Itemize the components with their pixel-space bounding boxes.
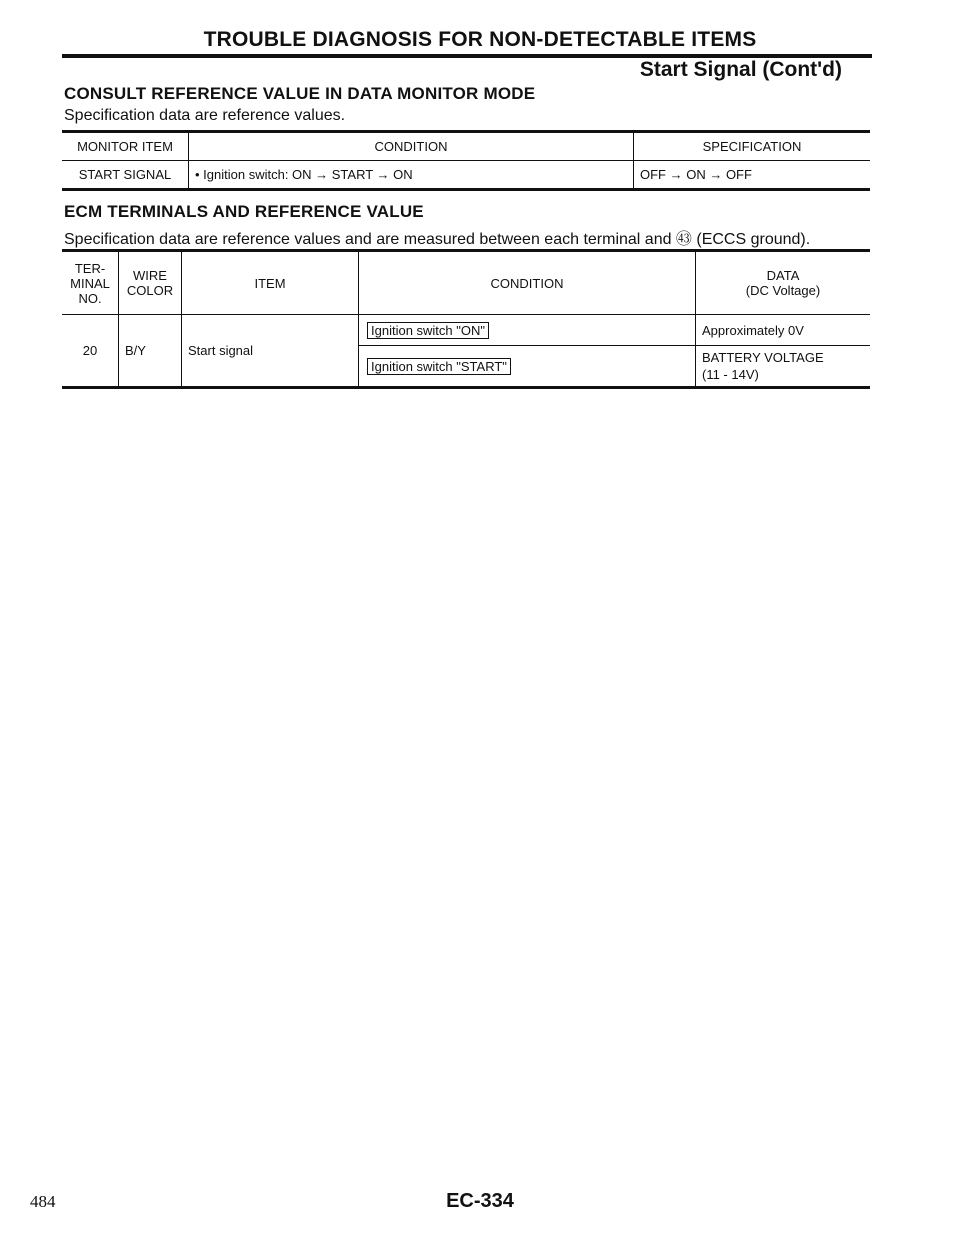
- data-cell: [696, 346, 871, 388]
- consult-section-title: CONSULT REFERENCE VALUE IN DATA MONITOR MODE: [64, 84, 536, 103]
- page-subtitle: Start Signal (Cont'd): [639, 58, 842, 81]
- header-line: (DC Voltage): [745, 283, 821, 298]
- column-header-condition: CONDITION: [359, 251, 696, 315]
- column-header-specification: SPECIFICATION: [634, 132, 871, 161]
- header-line: MINAL: [70, 275, 110, 291]
- condition-cell: • Ignition switch: ON → START → ON: [189, 161, 634, 190]
- header-line: COLOR: [126, 283, 174, 298]
- column-header-item: ITEM: [182, 251, 359, 315]
- condition-box: Ignition switch "START": [367, 358, 511, 375]
- header-line: DATA: [766, 268, 800, 283]
- header-line: TER-: [74, 260, 106, 276]
- ecm-section-title: ECM TERMINALS AND REFERENCE VALUE: [64, 202, 424, 221]
- column-header-data: [696, 251, 871, 315]
- data-cell: [696, 315, 871, 346]
- table-header-row: [62, 251, 870, 315]
- page-number: 484: [30, 1192, 56, 1211]
- header-line: WIRE: [133, 268, 167, 283]
- data-value-range: (11 - 14V): [702, 367, 759, 382]
- condition-box: Ignition switch "ON": [367, 322, 489, 339]
- page-code: EC-334: [446, 1190, 514, 1212]
- condition-cell: [359, 346, 696, 388]
- column-header-condition: CONDITION: [189, 132, 634, 161]
- table-row: [62, 315, 870, 346]
- wire-color-cell: B/Y: [119, 315, 182, 388]
- monitor-item-cell: START SIGNAL: [62, 161, 189, 190]
- data-value: Approximately 0V: [702, 322, 804, 338]
- consult-section-description: Specification data are reference values.: [64, 107, 346, 124]
- terminal-number-cell: 20: [62, 315, 119, 388]
- item-cell: Start signal: [182, 315, 359, 388]
- ecm-section-description: Specification data are reference values and are measured between each terminal and ㊸ (ECCS ground).: [64, 231, 811, 248]
- specification-cell: OFF → ON → OFF: [640, 167, 752, 182]
- page-title: TROUBLE DIAGNOSIS FOR NON-DETECTABLE ITEMS: [203, 28, 757, 51]
- data-value: BATTERY VOLTAGE: [702, 350, 824, 365]
- ecm-terminal-table: [62, 249, 870, 389]
- consult-reference-table: [62, 130, 870, 191]
- column-header-wire-color: [119, 251, 182, 315]
- column-header-monitor-item: MONITOR ITEM: [62, 132, 189, 161]
- column-header-terminal-no: [62, 251, 119, 315]
- header-line: NO.: [78, 290, 102, 306]
- table-header-row: [62, 132, 870, 161]
- condition-cell: [359, 315, 696, 346]
- table-row: [62, 161, 870, 190]
